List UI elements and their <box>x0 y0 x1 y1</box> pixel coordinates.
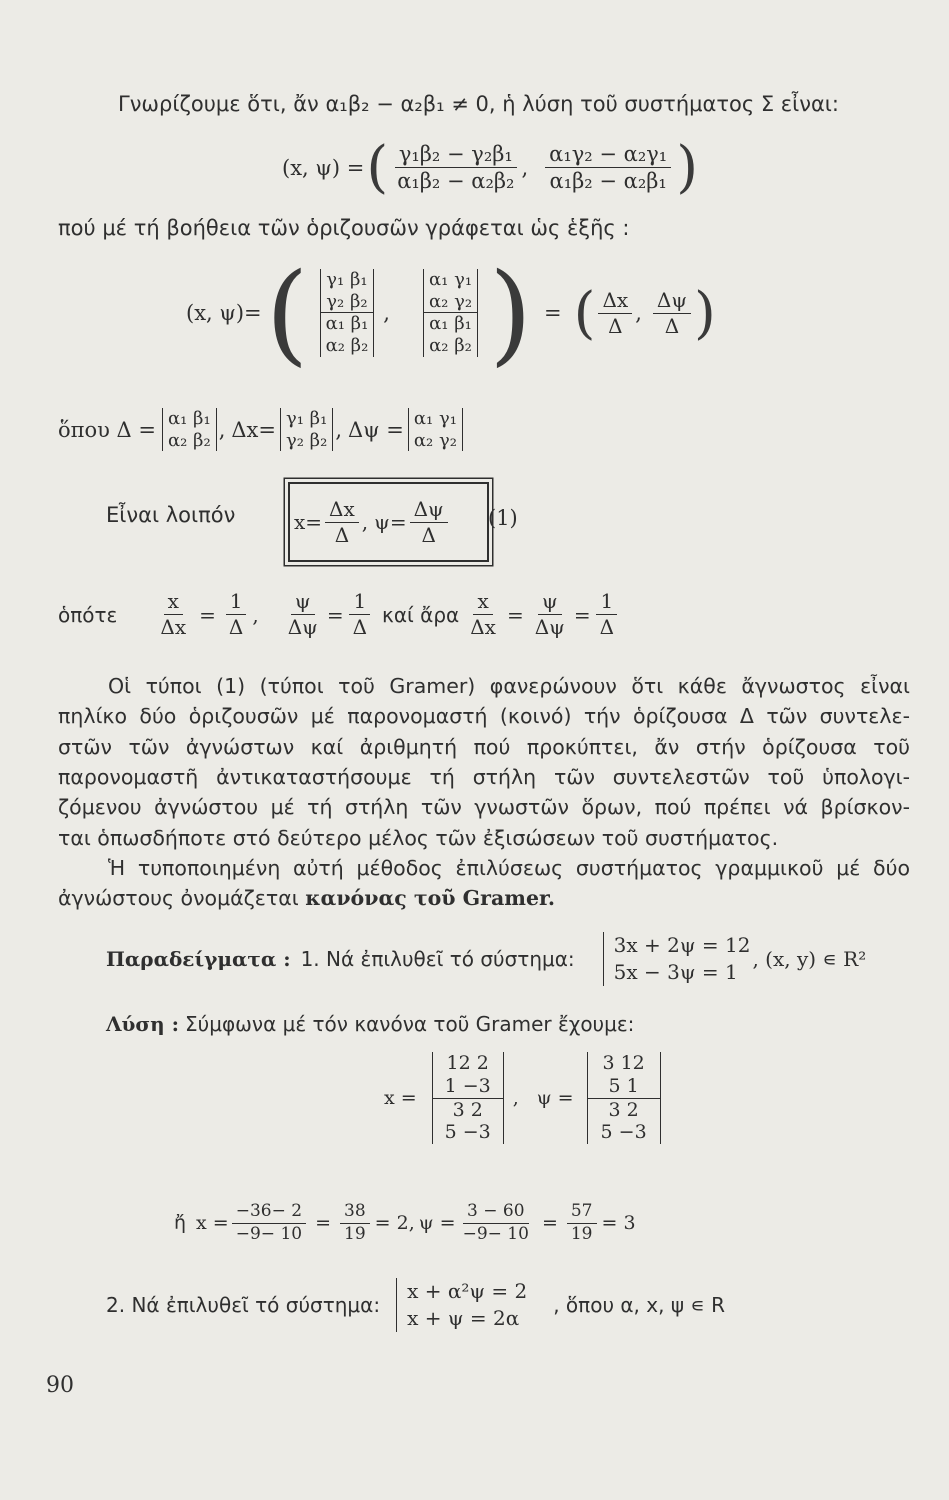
example-2: 2. Νά ἐπιλυθεῖ τό σύστημα: x + α²ψ = 2 x + ψ = 2α , ὅπου α, x, ψ ∊ R <box>106 1279 725 1330</box>
det-dpsi: α₁ γ₁ α₂ γ₂ <box>423 269 478 313</box>
solution-line: Λύση : Σύμφωνα μέ τόν κανόνα τοῦ Gramer ἔχουμε: <box>106 1012 635 1036</box>
det-d: α₁ β₁ α₂ β₂ <box>320 313 375 356</box>
cramer-explanation-paragraph: Οἱ τύποι (1) (τύποι τοῦ Gramer) φανερώνουν ὅτι κάθε ἄγνωστος εἶναι πηλίκο δύο ὁριζουσῶν μέ παρονομαστή (κοινό) τήν ὁρίζουσα Δ τῶν συντελε- στῶν τῶν ἀγνώστων καί ἀριθμητή πού προκύπτει, ἄν στήν ὁρίζουσα τοῦ παρονομαστῆ ἀντικαταστήσουμε τή στήλη τῶν συντελεστῶν τοῦ ὑπολογι- ζόμενου ἀγνώστου μέ τή στήλη τῶν γνωστῶν ὅρων, πού πρέπει νά βρίσκον- ται ὁπωσδήποτε στό δεύτερο μέλος τῶν ἐξισώσεων τοῦ συστήματος. <box>58 674 910 850</box>
examples-heading: Παραδείγματα : <box>106 947 291 971</box>
solution-result: ἤ x = $\frac{-36- 2}{-9- 10}$ = $\frac{38}{19}$ = 2, ψ = $\frac{3 - 60}{-9- 10}$ = $\frac{57}{19}$ = 3 <box>174 1201 636 1244</box>
det-dx: γ₁ β₁ γ₂ β₂ <box>320 269 373 313</box>
det-fraction-psi <box>419 269 482 356</box>
delta-x-det: γ₁ β₁ γ₂ β₂ <box>280 408 333 451</box>
intro-line: Γνωρίζουμε ὅτι, ἄν α₁β₂ − α₂β₁ ≠ 0, ἡ λύση τοῦ συστήματος Σ εἶναι: <box>118 92 839 116</box>
determinant-formula: (x, ψ)= ( γ₁ β₁ γ₂ β₂ α₁ β₁ α₂ β₂ , α₁ γ₁ α₂ γ₂ α₁ β₁ α₂ β₂ ) = ( $\frac{\Delta x}{\Delta}$ , $\frac{\Delta\psi}{\Delta}$ ) <box>186 249 716 377</box>
example-1: Παραδείγματα : 1. Νά ἐπιλυθεῖ τό σύστημα: 3x + 2ψ = 12 5x − 3ψ = 1 , (x, y) ∊ R² <box>106 933 867 984</box>
delta-x-fraction: $\frac{\Delta x}{\Delta}$ <box>598 289 632 338</box>
fraction-x: $\frac{\text{γ₁β₂ − γ₂β₁}}{\text{α₁β₂ − α₂β₂}}$ <box>393 142 518 193</box>
cramer-formula-box: x= $\frac{\Delta x}{\Delta}$ , ψ= $\frac{\Delta\psi}{\Delta}$ <box>288 482 489 562</box>
intro-line-2: πού μέ τή βοήθεια τῶν ὁριζουσῶν γράφεται ὡς ἑξῆς : <box>58 216 630 240</box>
solution-determinants: x = 12 2 1 −3 3 2 5 −3 , ψ = 3 12 5 1 3 2 5 −3 <box>384 1052 668 1144</box>
cramer-fraction-formula: (x, ψ) = ( $\frac{\text{γ₁β₂ − γ₂β₁}}{\text{α₁β₂ − α₂β₂}}$ , $\frac{\text{α₁γ₂ − α₂γ₁}}{\text{α₁β₂ − α₂β₁}}$ ) <box>282 135 699 200</box>
method-paragraph: Ἡ τυποποιημένη αὐτή μέθοδος ἐπιλύσεως συστήματος γραμμικοῦ μέ δύο ἀγνώστους ὀνομάζεται κανόνας τοῦ Gramer. <box>58 856 910 911</box>
delta-psi-fraction: $\frac{\Delta\psi}{\Delta}$ <box>653 289 691 338</box>
fraction-psi: $\frac{\text{α₁γ₂ − α₂γ₁}}{\text{α₁β₂ − α₂β₁}}$ <box>545 142 671 193</box>
det-fraction-x <box>316 269 379 356</box>
delta-det: α₁ β₁ α₂ β₂ <box>162 408 217 451</box>
therefore-label: Εἶναι λοιπόν <box>106 503 236 527</box>
rule-name: κανόνας τοῦ Gramer. <box>305 886 556 911</box>
delta-definitions: ὅπου Δ = α₁ β₁ α₂ β₂ , Δx= γ₁ β₁ γ₂ β₂ , Δψ = α₁ γ₁ α₂ γ₂ <box>58 408 463 451</box>
hence-formula: ὁπότε $\frac{x}{\Delta x}$ = $\frac{1}{\Delta}$ , $\frac{\psi}{\Delta\psi}$ = $\frac{1}{\Delta}$ καί ἄρα $\frac{x}{\Delta x}$ = $\frac{\psi}{\Delta\psi}$ = $\frac{1}{\Delta}$ <box>58 590 621 639</box>
page-number: 90 <box>46 1373 74 1398</box>
delta-psi-det: α₁ γ₁ α₂ γ₂ <box>408 408 463 451</box>
system-1: 3x + 2ψ = 12 5x − 3ψ = 1 <box>603 932 751 986</box>
det-d-2: α₁ β₁ α₂ β₂ <box>423 313 478 356</box>
equation-number: (1) <box>488 506 518 530</box>
psi-det-fraction: 3 12 5 1 3 2 5 −3 <box>583 1052 665 1144</box>
x-det-fraction: 12 2 1 −3 3 2 5 −3 <box>428 1052 508 1144</box>
right-paren: ) <box>676 135 699 200</box>
left-paren: ( <box>366 135 389 200</box>
formula-lhs: (x, ψ) = <box>282 155 365 180</box>
system-2: x + α²ψ = 2 x + ψ = 2α <box>396 1278 527 1332</box>
